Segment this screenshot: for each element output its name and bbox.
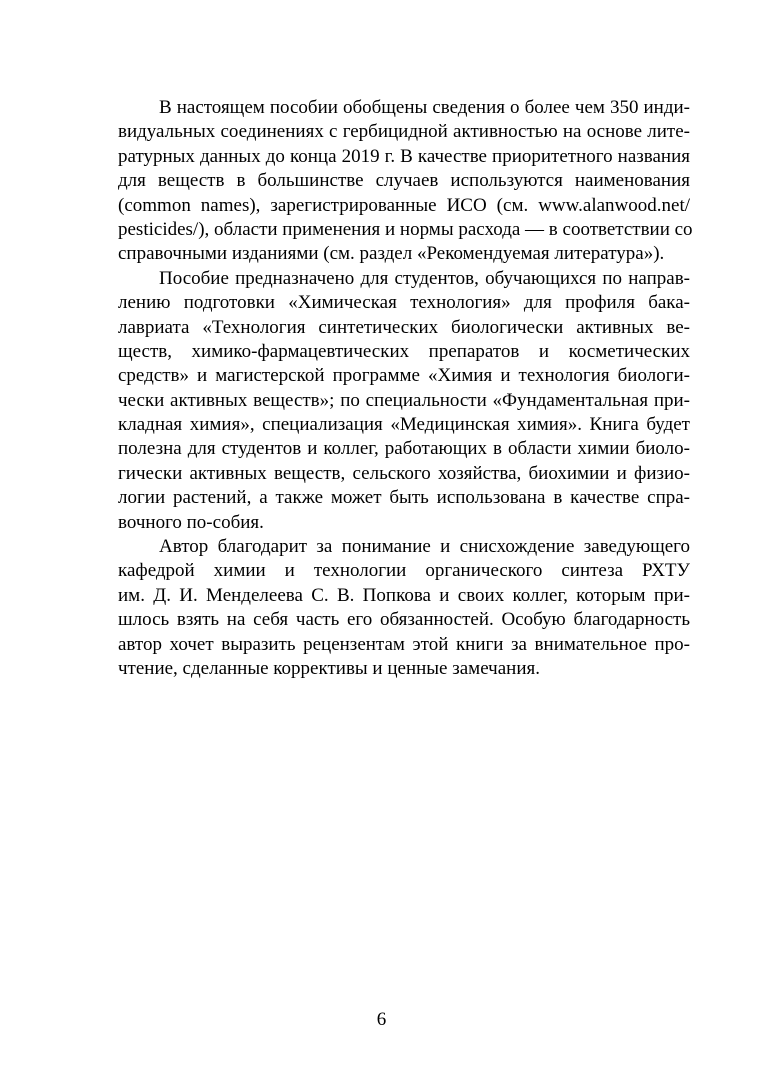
paragraph-1 [77,96,693,267]
text-line: pesticides/), области применения и нормы расхода — в соответствии со [118,218,693,240]
text-line: чески активных веществ»; по специальности «Фундаментальная при- [118,389,690,411]
text-line: средств» и магистерской программе «Химия и технология биологи- [118,365,690,387]
body-text [77,96,693,681]
paragraph-2 [77,267,690,535]
text-line: В настоящем пособии обобщены сведения о более чем 350 инди- [159,97,690,118]
text-line: автор хочет выразить рецензентам этой книги за внимательное про- [118,633,690,655]
text-line: ществ, химико-фармацевтических препаратов и косметических [118,340,690,362]
text-line: ратурных данных до конца 2019 г. В качестве приоритетного названия [118,145,690,167]
text-line: Автор благодарит за понимание и снисхождение заведующего [159,536,690,558]
text-line: кладная химия», специализация «Медицинская химия». Книга будет [118,414,690,436]
text-line: вочного по-собия. [118,511,264,533]
text-line: чтение, сделанные коррективы и ценные замечания. [118,657,540,679]
text-line: логии растений, а также может быть использована в качестве спра- [118,487,690,509]
text-line: для веществ в большинстве случаев используются наименования [118,170,690,192]
text-line: Пособие предназначено для студентов, обучающихся по направ- [159,267,690,289]
page-number: 6 [376,1009,387,1030]
text-line: лению подготовки «Химическая технология» для профиля бака- [118,292,690,314]
text-line: полезна для студентов и коллег, работающих в области химии биоло- [118,438,690,460]
text-line: справочными изданиями (см. раздел «Рекомендуемая литература»). [118,243,665,265]
text-line: видуальных соединениях с гербицидной активностью на основе лите- [118,121,690,143]
text-line: кафедрой химии и технологии органического синтеза РХТУ [118,560,690,582]
text-line: (common names), зарегистрированные ИСО (см. www.alanwood.net/ [118,194,690,216]
text-line: лавриата «Технология синтетических биологически активных ве- [118,316,690,338]
text-line: шлось взять на себя часть его обязанностей. Особую благодарность [118,609,690,631]
paragraph-3 [77,535,690,681]
text-line: гически активных веществ, сельского хозяйства, биохимии и физио- [118,462,690,484]
text-line: им. Д. И. Менделеева С. В. Попкова и своих коллег, которым при- [118,584,690,606]
